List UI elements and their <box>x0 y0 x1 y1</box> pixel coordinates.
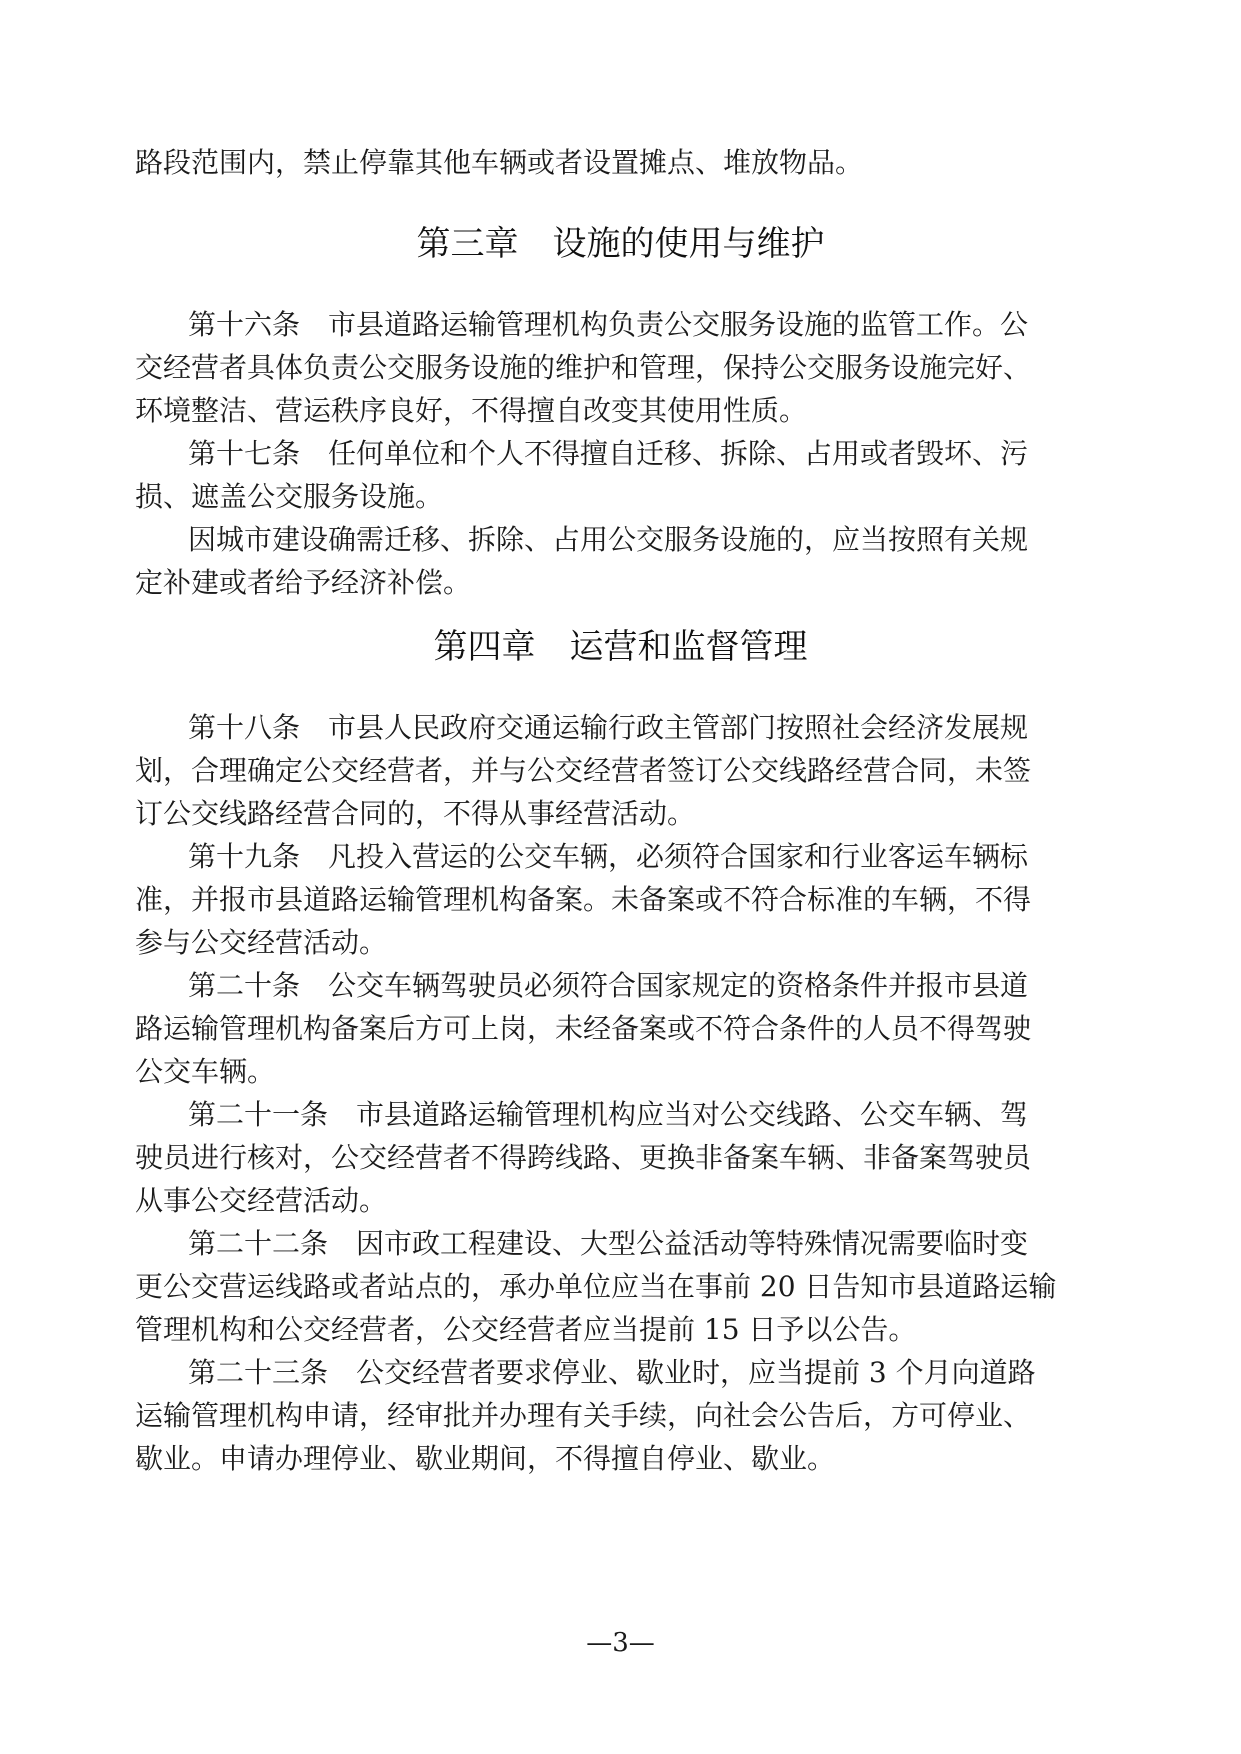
paragraph-line: 订公交线路经营合同的，不得从事经营活动。 <box>135 797 696 830</box>
paragraph-line: 第二十三条 公交经营者要求停业、歇业时，应当提前 3 个月向道路 <box>188 1356 1036 1389</box>
paragraph-line: 管理机构和公交经营者，公交经营者应当提前 15 日予以公告。 <box>135 1313 917 1346</box>
paragraph-line: 第二十一条 市县道路运输管理机构应当对公交线路、公交车辆、驾 <box>188 1098 1029 1131</box>
paragraph-line: 损、遮盖公交服务设施。 <box>135 480 444 513</box>
page-number: —3— <box>586 1628 655 1658</box>
paragraph-line: 准，并报市县道路运输管理机构备案。未备案或不符合标准的车辆，不得 <box>135 883 1032 916</box>
paragraph-line: 定补建或者给予经济补偿。 <box>135 566 472 599</box>
paragraph-line: 驶员进行核对，公交经营者不得跨线路、更换非备案车辆、非备案驾驶员 <box>135 1141 1032 1174</box>
paragraph-line: 路运输管理机构备案后方可上岗，未经备案或不符合条件的人员不得驾驶 <box>135 1012 1032 1045</box>
paragraph-line: 歇业。申请办理停业、歇业期间，不得擅自停业、歇业。 <box>135 1442 836 1475</box>
chapter-heading: 第四章 运营和监督管理 <box>433 627 808 667</box>
paragraph-line: 第二十条 公交车辆驾驶员必须符合国家规定的资格条件并报市县道 <box>188 969 1029 1002</box>
paragraph-line: 参与公交经营活动。 <box>135 926 388 959</box>
paragraph-line: 运输管理机构申请，经审批并办理有关手续，向社会公告后，方可停业、 <box>135 1399 1032 1432</box>
chapter-heading: 第三章 设施的使用与维护 <box>416 224 825 264</box>
paragraph-line: 第十七条 任何单位和个人不得擅自迁移、拆除、占用或者毁坏、污 <box>188 437 1029 470</box>
paragraph-line: 路段范围内，禁止停靠其他车辆或者设置摊点、堆放物品。 <box>135 146 864 179</box>
paragraph-line: 划，合理确定公交经营者，并与公交经营者签订公交线路经营合同，未签 <box>135 754 1032 787</box>
paragraph-line: 第十六条 市县道路运输管理机构负责公交服务设施的监管工作。公 <box>188 308 1029 341</box>
paragraph-line: 因城市建设确需迁移、拆除、占用公交服务设施的，应当按照有关规 <box>188 523 1029 556</box>
paragraph-line: 公交车辆。 <box>135 1055 276 1088</box>
paragraph-line: 更公交营运线路或者站点的，承办单位应当在事前 20 日告知市县道路运输 <box>135 1270 1057 1303</box>
paragraph-line: 第十八条 市县人民政府交通运输行政主管部门按照社会经济发展规 <box>188 711 1029 744</box>
paragraph-line: 第二十二条 因市政工程建设、大型公益活动等特殊情况需要临时变 <box>188 1227 1029 1260</box>
paragraph-line: 从事公交经营活动。 <box>135 1184 388 1217</box>
paragraph-line: 第十九条 凡投入营运的公交车辆，必须符合国家和行业客运车辆标 <box>188 840 1029 873</box>
paragraph-line: 环境整洁、营运秩序良好，不得擅自改变其使用性质。 <box>135 394 808 427</box>
paragraph-line: 交经营者具体负责公交服务设施的维护和管理，保持公交服务设施完好、 <box>135 351 1032 384</box>
